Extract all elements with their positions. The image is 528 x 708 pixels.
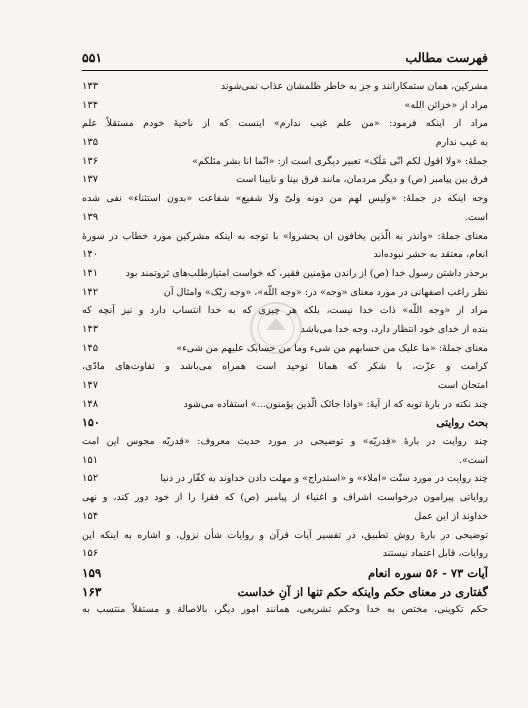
toc-line (82, 358, 488, 377)
toc-entry-text: کرامت و عزّت، با شکر که همانا توحید است همراه می‌باشد و تفاوت‌های مادّی، (82, 361, 488, 373)
toc-entry-text: روایاتی پیرامون درخواست اشراف و اغنیاء از پیامبر (ص) که فقرا را از خود دور کند، و نهی (82, 492, 488, 504)
toc-line (82, 115, 488, 134)
toc-line (82, 78, 488, 97)
toc-entry-text: توضیحی در بارهٔ روش تطبیق، در تفسیر آیات قرآن و روایات شأن نزول، و اشاره به اینکه این (82, 529, 488, 541)
toc-line (82, 97, 488, 116)
toc-line (82, 134, 488, 153)
toc-line (82, 246, 488, 265)
toc-line (82, 601, 488, 620)
toc-page-number: ۱۵۴ (82, 510, 99, 522)
toc-page-number: ۱۴۷ (82, 380, 99, 391)
toc-line (82, 452, 488, 471)
toc-entry-text: انعام، معتقد به حشر نبوده‌اند (373, 249, 488, 261)
toc-entry-text: چند نکته در بارهٔ توبه که از آیهٔ: «واذا جائک الّذین یؤمنون...» استفاده می‌شود (183, 398, 488, 410)
toc-line (82, 209, 488, 228)
toc-page-number: ۱۴۳ (82, 323, 99, 335)
toc-section-heading (82, 564, 488, 583)
toc-entry-text: به غیب ندارم (435, 137, 488, 149)
toc-page-number: ۱۵۹ (82, 565, 102, 580)
toc-entry-text: چند روایت در مورد سنّت «املاء» و «استدراج» و مهلت دادن خداوند به کفّار در دنیا (160, 473, 488, 485)
toc-line (82, 377, 488, 396)
toc-page-number: ۱۵۰ (82, 416, 100, 430)
toc-entry-text: وجه اینکه در جملهٔ: «ولیس لهم من دونه ولیّ ولا شفیع» شفاعت «بدون استثناء» نفی شده (82, 193, 488, 205)
toc-entry-text: آیات ۷۳ - ۵۶ سوره انعام (368, 565, 488, 580)
toc-entry-text: مراد از «وجه اللّه» ذات خدا نیست، بلکه هر چیزی که به خدا انتساب دارد و نیز آنچه که (82, 305, 488, 317)
toc-entry-text: چند روایت در بارهٔ «قدریّه» و توضیحی در مورد حدیث معروف: «قدریّه مجوس این امت (82, 436, 488, 448)
toc-entry-text: برحذر داشتن رسول خدا (ص) از راندن مؤمنین فقیر، که خواست امتیازطلب‌های ثروتمند بود (125, 267, 488, 279)
toc-line (82, 190, 488, 209)
toc-page-number: ۱۵۱ (82, 454, 99, 466)
toc-line (82, 433, 488, 452)
toc-entry-text: مشرکین، همان ستمکارانند و جز به خاطر ظلمشان عذاب نمی‌شوند (220, 81, 488, 92)
toc-page-number: ۱۴۸ (82, 398, 99, 410)
toc-line (82, 527, 488, 546)
toc-entry-text: نظر راغب اصفهانی در مورد معنای «وجه» در: «وجه اللّه»، «وجه ربّک» وامثال آن (163, 286, 488, 298)
toc-line (82, 265, 488, 284)
toc-entry-text: بحث روایتی (436, 417, 488, 430)
toc-line (82, 396, 488, 415)
header-title: فهرست مطالب (405, 50, 488, 65)
toc-entry-text: بنده از خدای خود انتظار دارد، وجه خدا می‌باشد (300, 323, 488, 335)
toc-line (82, 489, 488, 508)
toc-page-number: ۱۵۲ (82, 473, 99, 485)
toc-entry-text: معنای جملهٔ: «ما علیک من حسابهم من شیء وما من حسابک علیهم من شیء» (176, 342, 488, 354)
toc-entry-text: است». (458, 454, 488, 466)
toc-entry-text: خداوند از این عمل (414, 510, 488, 522)
toc-line (82, 545, 488, 564)
toc-line (82, 228, 488, 247)
page-header (82, 48, 488, 71)
toc-page-number: ۱۴۲ (82, 286, 99, 298)
toc-entry-text: است. (464, 211, 488, 223)
toc-page-number: ۱۴۱ (82, 267, 99, 279)
page-number: ۵۵۱ (82, 50, 103, 65)
toc-line (82, 171, 488, 190)
toc-line (82, 508, 488, 527)
toc-line (82, 153, 488, 172)
toc-entry-text: گفتاری در معنای حکم واینکه حکم تنها از آنِ خداست (237, 584, 488, 599)
toc-line (82, 470, 488, 489)
toc-entry-text: مراد از «خزائن الله» (404, 99, 488, 111)
watermark-stamp-icon (248, 300, 304, 356)
toc-page-number: ۱۵۶ (82, 548, 99, 560)
toc-entry-text: معنای جملهٔ: «وانذر به الّذین یخافون ان یحشروا» با توجه به اینکه مشرکین مورد خطاب در سورهٔ (82, 230, 488, 242)
toc-page-number: ۱۴۰ (82, 249, 99, 261)
toc-section-heading (82, 583, 488, 602)
toc-entry-text: فرق بین پیامبر (ص) و دیگر مردمان، مانند فرق بینا و نابینا است (236, 174, 488, 186)
toc-page-number: ۱۳۹ (82, 211, 99, 223)
toc-page-number: ۱۳۷ (82, 174, 99, 186)
toc-page-number: ۱۳۶ (82, 155, 99, 167)
toc-page-number: ۱۳۳ (82, 81, 99, 92)
toc-entry-text: جملهٔ: «ولا اقول لکم انّی مَلَک» تعبیر دیگری است از: «انّما انا بشر مثلکم» (192, 155, 488, 167)
toc-page-number: ۱۳۵ (82, 137, 99, 149)
toc-subheading (82, 414, 488, 433)
toc-page-number: ۱۴۵ (82, 342, 99, 354)
toc-entry-text: امتحان است (437, 380, 488, 391)
toc-entry-text: روایات، قابل اعتماد نیستند (382, 548, 488, 560)
toc-entry-text: مراد از اینکه فرمود: «من علم غیب ندارم» اینست که از ناحیهٔ خودم مستقلاً علم (82, 118, 488, 130)
toc-page-number: ۱۶۳ (82, 584, 102, 599)
toc-entry-text: حکم تکوینی، مختص به خدا وحکم تشریعی، همانند امور دیگر، بالاصالة و مستقلاً منتسب به (82, 604, 488, 616)
toc-page-number: ۱۳۴ (82, 99, 99, 111)
